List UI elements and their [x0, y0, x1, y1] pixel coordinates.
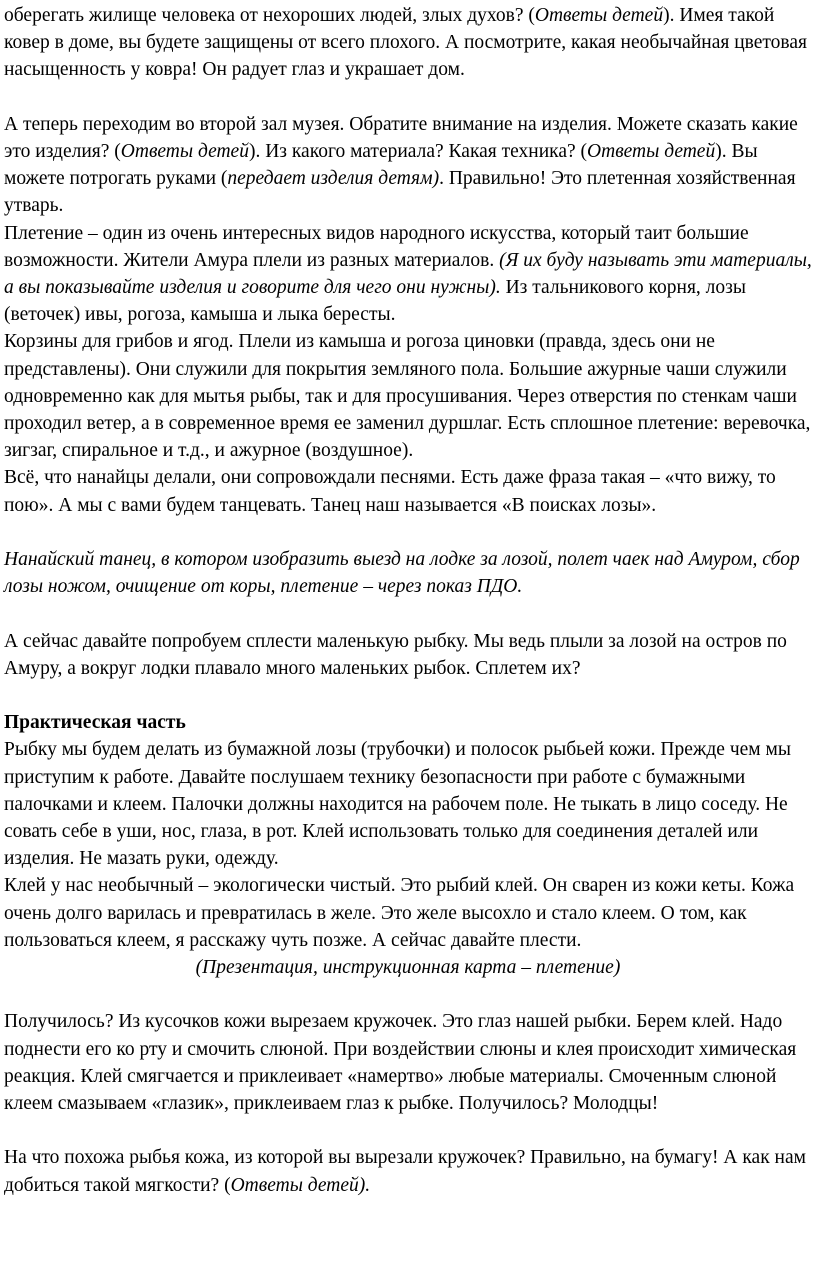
blank-line	[4, 84, 812, 111]
text: оберегать жилище человека от нехороших людей, злых духов? (	[4, 5, 535, 26]
blank-line	[4, 519, 812, 546]
text: ). Имея такой ковер в доме, вы будете защищены от всего плохого. А посмотрите, какая необычайная цветовая насыщенность у ковра! Он радует глаз и украшает дом.	[4, 5, 807, 81]
italic-note: (Я их буду называть эти материалы, а вы показывайте изделия и говорите для чего они нужны).	[4, 249, 812, 299]
paragraph-carpet	[4, 2, 812, 84]
paragraph-baskets: Корзины для грибов и ягод. Плели из камыша и рогоза циновки (правда, здесь они не представлены). Они служили для покрытия земляного пола. Большие ажурные чаши служили одновременно как для мытья рыбы, так и для просушивания. Через отверстия по стенкам чаши проходил ветер, а в современное время ее заменил дуршлаг. Есть сплошное плетение: веревочка, зигзаг, спиральное и т.д., и ажурное (воздушное).	[4, 331, 811, 462]
text: ). Вы можете потрогать руками (	[4, 141, 758, 190]
italic-note: Ответы детей	[120, 141, 249, 162]
italic-note: (Презентация, инструкционная карта – плетение)	[195, 957, 621, 979]
paragraph-dance	[4, 546, 812, 600]
paragraph-skin	[4, 1144, 812, 1198]
italic-note: передает изделия детям)	[227, 168, 440, 190]
text: ). Из какого материала? Какая техника? (	[248, 141, 588, 162]
text: Из тальникового корня, лозы (веточек) ивы, рогоза, камыша и лыка бересты.	[4, 277, 746, 326]
blank-line	[4, 600, 812, 627]
section-heading	[4, 709, 812, 736]
paragraph-second-hall	[4, 111, 812, 220]
italic-note: Ответы детей	[534, 5, 664, 26]
paragraph-fish-intro: А сейчас давайте попробуем сплести маленькую рыбку. Мы ведь плыли за лозой на остров по Амуру, а вокруг лодки плавало много маленьких рыбок. Сплетем их?	[4, 630, 787, 679]
paragraph-safety: Рыбку мы будем делать из бумажной лозы (трубочки) и полосок рыбьей кожи. Прежде чем мы приступим к работе. Давайте послушаем технику безопасности при работе с бумажными палочками и клеем. Палочки должны находится на рабочем поле. Не тыкать в лицо соседу. Не совать себе в уши, нос, глаза, в рот. Клей использовать только для соединения деталей или изделия. Не мазать руки, одежду.	[4, 739, 791, 870]
heading-text: Практическая часть	[4, 712, 186, 734]
text: Плетение – один из очень интересных видов народного искусства, который таит большие возможности. Жители Амура плели из разных материалов.	[4, 222, 749, 271]
italic-dance-note: Нанайский танец, в котором изобразить выезд на лодке за лозой, полет чаек над Амуром, сбор лозы ножом, очищение от коры, плетение – через показ ПДО.	[4, 549, 800, 598]
paragraph-presentation-note	[4, 954, 812, 981]
italic-note: Ответы детей	[587, 141, 716, 162]
blank-line	[4, 1117, 812, 1144]
text: На что похожа рыбья кожа, из которой вы вырезали кружочек? Правильно, на бумагу! А как нам добиться такой мягкости? (	[4, 1147, 806, 1196]
paragraph-weaving	[4, 220, 812, 329]
italic-note: Ответы детей).	[230, 1174, 371, 1196]
text: А теперь переходим во второй зал музея. Обратите внимание на изделия. Можете сказать какие это изделия? (	[4, 113, 798, 162]
blank-line	[4, 981, 812, 1008]
text: . Правильно! Это плетенная хозяйственная утварь.	[4, 168, 796, 217]
paragraph-songs: Всё, что нанайцы делали, они сопровождали песнями. Есть даже фраза такая – «что вижу, то пою». А мы с вами будем танцевать. Танец наш называется «В поисках лозы».	[4, 467, 776, 516]
paragraph-glue: Клей у нас необычный – экологически чистый. Это рыбий клей. Он сварен из кожи кеты. Кожа очень долго варилась и превратилась в желе. Это желе высохло и стало клеем. О том, как пользоваться клеем, я расскажу чуть позже. А сейчас давайте плести.	[4, 875, 795, 951]
blank-line	[4, 682, 812, 709]
paragraph-eye: Получилось? Из кусочков кожи вырезаем кружочек. Это глаз нашей рыбки. Берем клей. Надо поднести его ко рту и смочить слюной. При воздействии слюны и клея происходит химическая реакция. Клей смягчается и приклеивает «намертво» любые материалы. Смоченным слюной клеем смазываем «глазик», приклеиваем глаз к рыбке. Получилось? Молодцы!	[4, 1011, 797, 1115]
